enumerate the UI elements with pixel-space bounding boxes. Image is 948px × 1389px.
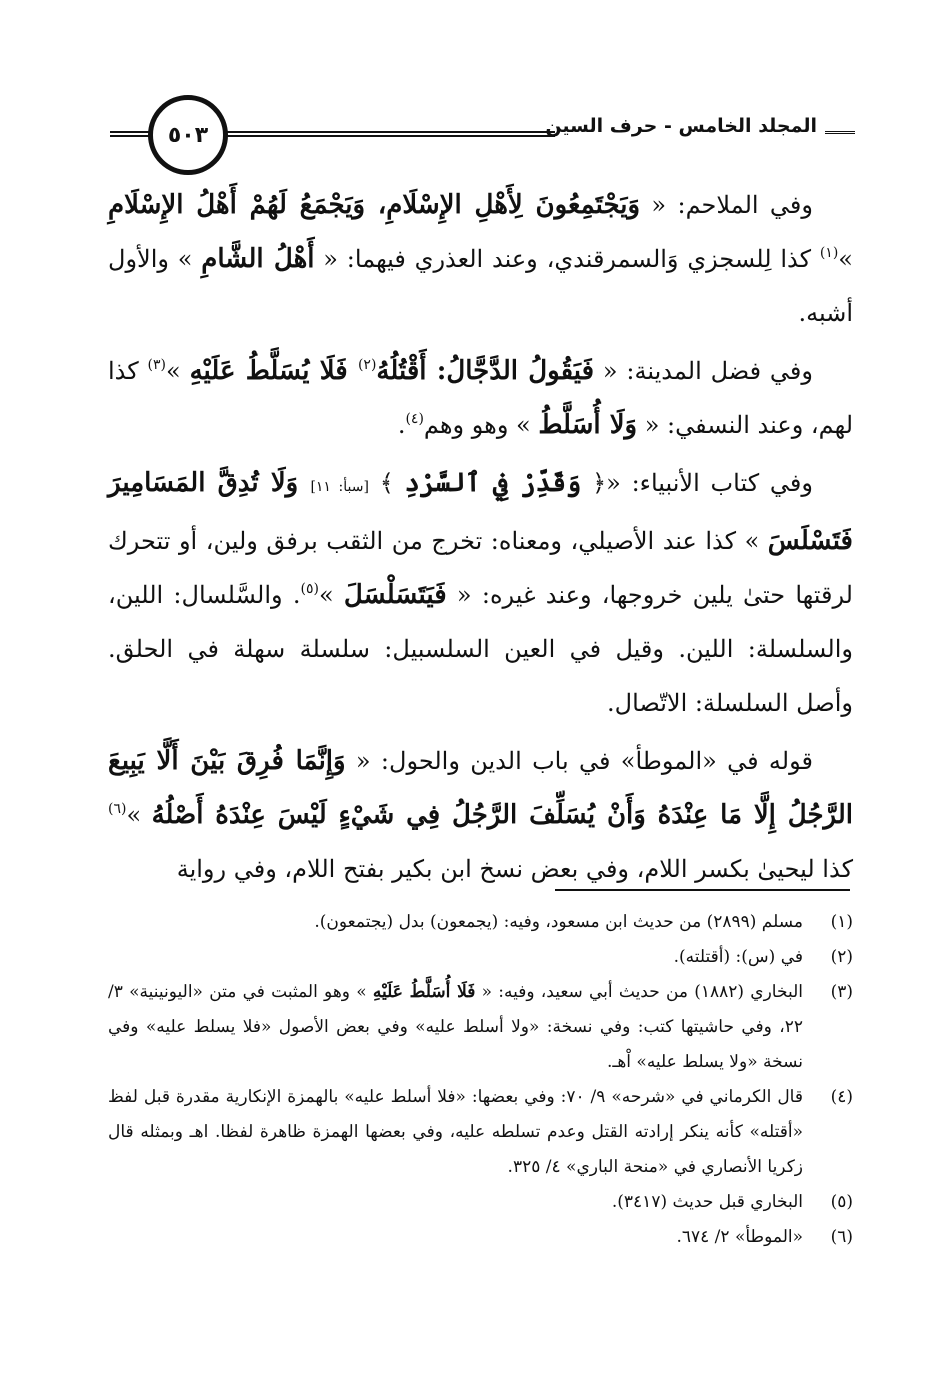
page-number: [148, 95, 228, 175]
footnote-text: البخاري (١٨٨٢) من حديث أبي سعيد، وفيه: « فَلَا أُسَلَّطُ عَلَيْهِ » وهو المثبت في متن «اليونينية» ٣/ ٢٢، وفي حاشيتها كتب: وفي نسخة: «ولا أسلط عليه» وفي بعض الأصول «فلا يسلط عليه» وفي نسخة «ولا يسلط عليه» اْهـ.: [108, 982, 803, 1072]
hadith-quote: وَيَجْتَمِعُونَ لِأَهْلِ الإِسْلَامِ، وَيَجْمَعُ لَهُمْ أَهْلُ الإِسْلَامِ: [108, 190, 641, 220]
footnote: [108, 905, 853, 940]
paragraph: وفي كتاب الأنبياء: «﴿ وَقَدِّرْ فِي ٱلسَّرْدِ ﴾ [سبأ: ١١] وَلَا تُدِقَّ المَسَامِيرَ فَتَسْلَسَ » كذا عند الأصيلي، ومعناه: تخرج من الثقب برفق ولين، أو تتحرك لرقتها حتىٰ يلين خروجها، وعند غيره: « فَيَتَسَلْسَلَ »$^{(٥)}$. والسَّلسال: اللين، والسلسلة: اللين. وقيل في العين السلسبيل: سلسلة سهلة في الحلق. وأصل السلسلة: الاتّصال.: [108, 468, 853, 717]
paragraph: وفي الملاحم: « وَيَجْتَمِعُونَ لِأَهْلِ الإِسْلَامِ، وَيَجْمَعُ لَهُمْ أَهْلُ الإِسْلَامِ »$^{(١)}$ كذا لِلسجزي وَالسمرقندي، وعند العذري فيهما: « أَهْلُ الشَّامِ » والأول أشبه.: [108, 190, 853, 327]
footnote-marker[interactable]: (٣): [147, 357, 167, 373]
footnote-number: (٥): [830, 1192, 853, 1212]
footnotes: [108, 905, 853, 1255]
page-header: [110, 95, 855, 173]
footnote-marker[interactable]: (٦): [108, 801, 127, 817]
hadith-quote: فَيَتَسَلْسَلَ: [343, 580, 447, 610]
hadith-quote: فَلَا أُسَلَّطُ عَلَيْهِ: [372, 982, 476, 1002]
footnote-text: مسلم (٢٨٩٩) من حديث ابن مسعود، وفيه: (يجمعون) بدل (يجتمعون).: [314, 912, 803, 932]
footnote: [108, 1080, 853, 1185]
footnote-marker[interactable]: (١): [819, 245, 839, 261]
main-text: [108, 178, 853, 900]
footnote-number: (٢): [830, 947, 853, 967]
footnote-marker[interactable]: (٤): [405, 411, 424, 427]
page-number-text: ٥٠٣: [167, 122, 209, 148]
footnote: [108, 940, 853, 975]
hadith-quote: وَلَا تُدِقَّ المَسَامِيرَ فَتَسْلَسَ: [108, 468, 853, 556]
header-rule: [220, 131, 555, 137]
footnote-separator: [555, 889, 850, 891]
header-rule: [110, 131, 150, 137]
hadith-quote: وَلَا أُسَلَّطُ: [538, 410, 638, 440]
hadith-quote: فَلَا يُسَلَّطُ عَلَيْهِ: [189, 356, 358, 386]
footnote-text: في (س): (أقتلته).: [673, 947, 803, 967]
footnote-number: (١): [830, 912, 853, 932]
footnote-text: «الموطأ» ٢/ ٦٧٤.: [676, 1227, 803, 1247]
quran-reference: [سبأ: ١١]: [310, 479, 369, 495]
running-title: المجلد الخامس - حرف السين: [545, 115, 817, 137]
footnote-marker[interactable]: (٥): [300, 581, 319, 597]
footnote-number: (٣): [830, 982, 853, 1002]
paragraph: وفي فضل المدينة: « فَيَقُولُ الدَّجَّالُ: أَقْتُلُهُ$^{(٢)}$ فَلَا يُسَلَّطُ عَلَيْهِ »$^{(٣)}$ كذا لهم، وعند النسفي: « وَلَا أُسَلَّطُ » وهو وهم$^{(٤)}$.: [108, 356, 853, 440]
hadith-quote: وَإِنَّمَا فُرِقَ بَيْنَ أَلَّا يَبِيعَ الرَّجُلُ إِلَّا مَا عِنْدَهُ وَأَنْ يُسَلِّفَ الرَّجُلُ فِي شَيْءٍ لَيْسَ عِنْدَهُ أَصْلُهُ: [108, 746, 854, 830]
hadith-quote: فَيَقُولُ الدَّجَّالُ: أَقْتُلُهُ: [376, 356, 595, 386]
footnote: [108, 1220, 853, 1255]
header-rule: [825, 131, 855, 134]
footnote: [108, 975, 853, 1080]
footnote-text: قال الكرماني في «شرحه» ٩/ ٧٠: وفي بعضها: «فلا أسلط عليه» بالهمزة الإنكارية مقدرة قبل لفظ «أقتله» كأنه ينكر إرادته القتل وعدم تسلطه عليه، وفي بعضها الهمزة ظاهرة لفظا. اهـ وبمثله قال زكريا الأنصاري في «منحة الباري» ٤/ ٣٢٥.: [108, 1087, 803, 1177]
footnote-marker[interactable]: (٢): [357, 357, 377, 373]
paragraph: قوله في «الموطأ» في باب الدين والحول: « وَإِنَّمَا فُرِقَ بَيْنَ أَلَّا يَبِيعَ الرَّجُلُ إِلَّا مَا عِنْدَهُ وَأَنْ يُسَلِّفَ الرَّجُلُ فِي شَيْءٍ لَيْسَ عِنْدَهُ أَصْلُهُ »$^{(٦)}$ كذا ليحيىٰ بكسر اللام، وفي بعض نسخ ابن بكير بفتح اللام، وفي رواية: [108, 746, 854, 883]
hadith-quote: أَهْلُ الشَّامِ: [201, 244, 315, 274]
footnote-number: (٤): [830, 1087, 853, 1107]
footnote-text: البخاري قبل حديث (٣٤١٧).: [611, 1192, 803, 1212]
quran-quote: وَقَدِّرْ فِي ٱلسَّرْدِ: [404, 468, 582, 498]
footnote-number: (٦): [830, 1227, 853, 1247]
footnote: [108, 1185, 853, 1220]
